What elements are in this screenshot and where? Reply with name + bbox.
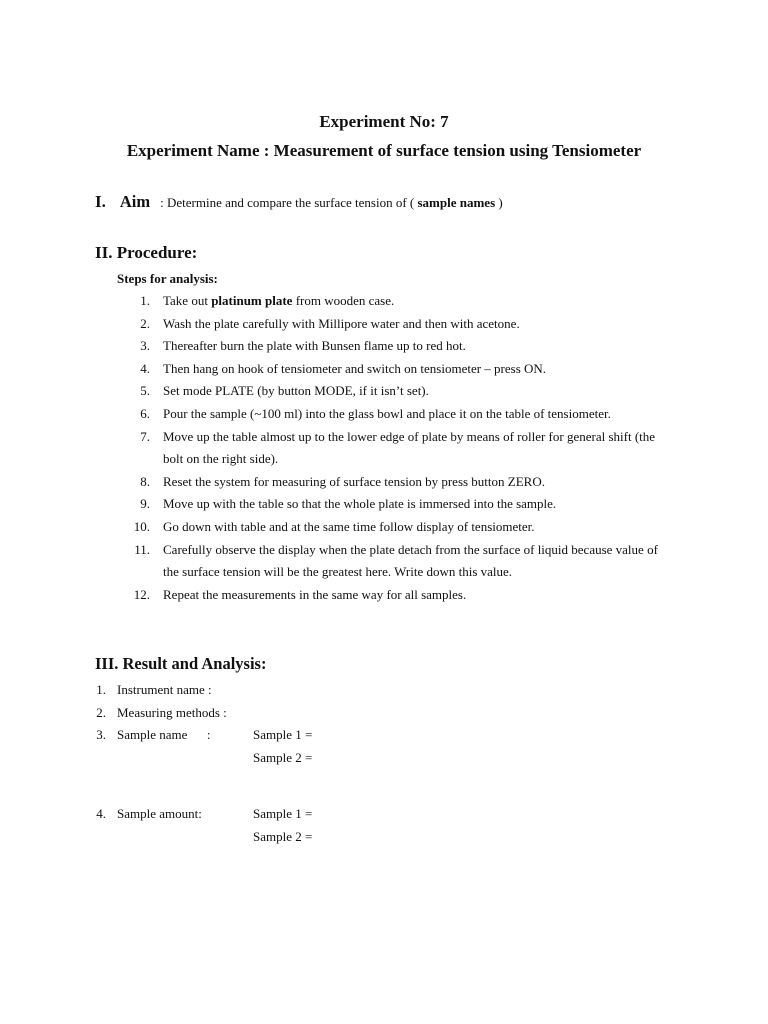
result-number: 1. (96, 682, 106, 697)
step-number: 4. (140, 360, 150, 376)
procedure-subheading: Steps for analysis: (117, 271, 218, 286)
result-label: Measuring methods : (117, 705, 227, 720)
step-number: 5. (140, 383, 150, 399)
step-number: 10. (133, 519, 150, 534)
step-text: Pour the sample (~100 ml) into the glass bowl and place it on the table of tensiometer. (163, 406, 611, 421)
experiment-name: Experiment Name : Measurement of surface tension using Tensiometer (126, 141, 642, 160)
result-label: Instrument name : (117, 682, 212, 697)
result-number: 4. (96, 806, 106, 821)
aim-text: : Determine and compare the surface tension of ( sample names ) (160, 195, 503, 210)
sample-1-field: Sample 1 = (253, 806, 313, 821)
step-number: 3. (140, 338, 150, 354)
step-text: Then hang on hook of tensiometer and switch on tensiometer – press ON. (163, 360, 547, 376)
step-text: Take out platinum plate from wooden case. (163, 293, 395, 308)
results-heading: III. Result and Analysis: (95, 654, 267, 673)
result-label: Sample amount: (117, 806, 202, 821)
step-number: 9. (140, 496, 150, 512)
result-label: Sample name : (117, 727, 211, 742)
step-text: Go down with table and at the same time follow display of tensiometer. (163, 519, 535, 534)
step-number: 7. (140, 428, 150, 444)
experiment-number: Experiment No: 7 (319, 112, 449, 131)
step-text: Wash the plate carefully with Millipore water and then with acetone. (163, 315, 520, 331)
step-text: Set mode PLATE (by button MODE, if it isn’t set). (163, 383, 429, 399)
result-number: 3. (96, 727, 106, 742)
step-number: 2. (140, 315, 150, 331)
step-number: 6. (140, 406, 150, 421)
step-text: Reset the system for measuring of surface tension by press button ZERO. (163, 473, 545, 489)
sample-1-field: Sample 1 = (253, 727, 313, 742)
step-number: 8. (140, 473, 150, 489)
step-text: Carefully observe the display when the plate detach from the surface of liquid because value of (163, 541, 658, 557)
step-text: the surface tension will be the greatest here. Write down this value. (163, 564, 513, 580)
step-number: 12. (133, 586, 150, 602)
aim-roman-numeral: I. (95, 192, 106, 211)
step-text: Move up the table almost up to the lower edge of plate by means of roller for general shift (the (163, 428, 656, 444)
step-emphasis: platinum plate (211, 293, 293, 308)
step-text: Thereafter burn the plate with Bunsen flame up to red hot. (163, 338, 466, 354)
aim-section (95, 192, 503, 212)
step-text: Move up with the table so that the whole plate is immersed into the sample. (163, 496, 557, 512)
result-number: 2. (96, 705, 106, 720)
procedure-heading: II. Procedure: (95, 243, 198, 262)
sample-2-field: Sample 2 = (253, 829, 313, 844)
sample-2-field: Sample 2 = (253, 750, 313, 765)
step-text: Repeat the measurements in the same way for all samples. (163, 586, 467, 602)
aim-sample-names: sample names (417, 195, 496, 210)
step-number: 11. (134, 541, 150, 557)
step-number: 1. (140, 293, 150, 308)
aim-label: Aim (119, 192, 151, 211)
step-text: bolt on the right side). (163, 451, 279, 467)
